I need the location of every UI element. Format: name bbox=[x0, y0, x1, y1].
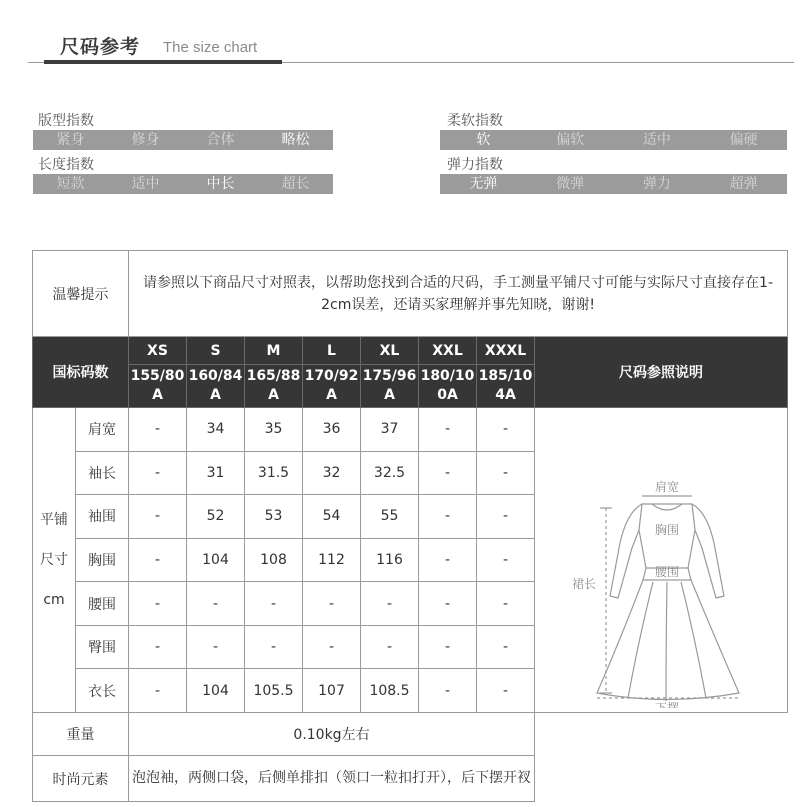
softness-index-bar bbox=[440, 130, 787, 150]
length-index-bar bbox=[33, 174, 333, 194]
page-subtitle: The size chart bbox=[163, 39, 258, 56]
measure-value: - bbox=[477, 408, 535, 452]
size-code: 180/10 0A bbox=[419, 365, 477, 408]
chest-text: 胸围 bbox=[654, 523, 680, 537]
measure-value: - bbox=[187, 625, 245, 669]
measure-value: 104 bbox=[187, 669, 245, 713]
measure-value: 108 bbox=[245, 538, 303, 582]
right-sleeve-outline bbox=[692, 504, 724, 598]
size-code: 165/88 A bbox=[245, 365, 303, 408]
measure-value: 52 bbox=[187, 495, 245, 539]
measure-value: - bbox=[303, 582, 361, 626]
softness-index-label: 柔软指数 bbox=[447, 113, 503, 129]
fashion-label: 时尚元素 bbox=[33, 756, 129, 802]
measure-value: - bbox=[419, 625, 477, 669]
skirt-pleat bbox=[666, 582, 667, 701]
measure-value: - bbox=[361, 625, 419, 669]
elasticity-option-selected: 无弹 bbox=[469, 176, 498, 192]
measure-value: 112 bbox=[303, 538, 361, 582]
measure-value: 37 bbox=[361, 408, 419, 452]
measure-value: - bbox=[477, 669, 535, 713]
measure-value: - bbox=[477, 451, 535, 495]
measure-value: - bbox=[419, 538, 477, 582]
measure-value: - bbox=[419, 582, 477, 626]
fashion-value: 泡泡袖，两侧口袋，后侧单排扣（领口一粒扣打开），后下摆开衩 bbox=[129, 756, 535, 802]
size-table bbox=[32, 250, 788, 802]
measure-value: 34 bbox=[187, 408, 245, 452]
measure-value: - bbox=[303, 625, 361, 669]
measure-value: - bbox=[187, 582, 245, 626]
measure-value: 116 bbox=[361, 538, 419, 582]
measure-value: - bbox=[245, 625, 303, 669]
size-code: 185/10 4A bbox=[477, 365, 535, 408]
measure-value: - bbox=[129, 451, 187, 495]
measure-label: 腰围 bbox=[76, 582, 129, 626]
elasticity-option: 微弹 bbox=[556, 176, 585, 192]
measure-label: 袖长 bbox=[76, 451, 129, 495]
size-name: XXXL bbox=[477, 337, 535, 365]
measure-value: 104 bbox=[187, 538, 245, 582]
measure-value: - bbox=[477, 582, 535, 626]
measure-label: 臀围 bbox=[76, 625, 129, 669]
fit-option: 合体 bbox=[206, 132, 235, 148]
fit-option-selected: 略松 bbox=[281, 132, 310, 148]
fit-option: 修身 bbox=[131, 132, 160, 148]
fit-index-label: 版型指数 bbox=[38, 113, 94, 129]
size-code: 160/84 A bbox=[187, 365, 245, 408]
empty-cell bbox=[535, 756, 788, 802]
size-name: M bbox=[245, 337, 303, 365]
measure-value: 108.5 bbox=[361, 669, 419, 713]
measure-value: - bbox=[129, 408, 187, 452]
measure-value: - bbox=[419, 669, 477, 713]
size-code: 170/92 A bbox=[303, 365, 361, 408]
length-option: 适中 bbox=[131, 176, 160, 192]
size-code: 155/80 A bbox=[129, 365, 187, 408]
collar-outline bbox=[652, 504, 682, 510]
measure-value: 54 bbox=[303, 495, 361, 539]
measure-value: - bbox=[477, 538, 535, 582]
elasticity-index-label: 弹力指数 bbox=[447, 157, 503, 173]
measure-value: 105.5 bbox=[245, 669, 303, 713]
measure-value: 31 bbox=[187, 451, 245, 495]
size-name: L bbox=[303, 337, 361, 365]
weight-label: 重量 bbox=[33, 713, 129, 756]
fit-index-bar bbox=[33, 130, 333, 150]
dress-diagram-cell bbox=[535, 408, 788, 713]
measure-value: 35 bbox=[245, 408, 303, 452]
hint-text: 请参照以下商品尺寸对照表，以帮助您找到合适的尺码，手工测量平铺尺寸可能与实际尺寸直接存在1-2cm误差，还请买家理解并事先知晓，谢谢! bbox=[129, 251, 788, 337]
skirt-pleat bbox=[681, 582, 706, 698]
size-code-label: 国标码数 bbox=[33, 337, 129, 408]
measure-label: 袖围 bbox=[76, 495, 129, 539]
softness-option: 适中 bbox=[642, 132, 671, 148]
measure-value: - bbox=[419, 495, 477, 539]
size-name: XS bbox=[129, 337, 187, 365]
measure-value: - bbox=[419, 408, 477, 452]
elasticity-option: 弹力 bbox=[642, 176, 671, 192]
measure-value: 55 bbox=[361, 495, 419, 539]
measure-label: 胸围 bbox=[76, 538, 129, 582]
softness-option-selected: 软 bbox=[476, 132, 491, 148]
fit-option: 紧身 bbox=[56, 132, 85, 148]
size-guide-label: 尺码参照说明 bbox=[535, 337, 788, 408]
measure-value: 107 bbox=[303, 669, 361, 713]
measure-label: 衣长 bbox=[76, 669, 129, 713]
measure-value: - bbox=[361, 582, 419, 626]
left-sleeve-outline bbox=[610, 504, 642, 598]
dress-diagram bbox=[535, 408, 788, 708]
page-title: 尺码参考 bbox=[60, 36, 141, 58]
measure-value: - bbox=[129, 669, 187, 713]
measure-value: - bbox=[245, 582, 303, 626]
length-option: 短款 bbox=[56, 176, 85, 192]
weight-value: 0.10kg左右 bbox=[129, 713, 535, 756]
elasticity-index-bar bbox=[440, 174, 787, 194]
shoulder-text: 肩宽 bbox=[654, 480, 680, 494]
measure-value: - bbox=[129, 582, 187, 626]
waist-text: 腰围 bbox=[654, 565, 680, 579]
measure-value: 32.5 bbox=[361, 451, 419, 495]
size-name: XXL bbox=[419, 337, 477, 365]
hem-text: 下摆 bbox=[654, 701, 680, 708]
measure-value: 32 bbox=[303, 451, 361, 495]
measure-value: - bbox=[477, 495, 535, 539]
length-option: 超长 bbox=[281, 176, 310, 192]
measure-value: 53 bbox=[245, 495, 303, 539]
elasticity-option: 超弹 bbox=[729, 176, 758, 192]
length-index-label: 长度指数 bbox=[38, 157, 94, 173]
measure-value: 31.5 bbox=[245, 451, 303, 495]
hint-label: 温馨提示 bbox=[33, 251, 129, 337]
measure-value: - bbox=[129, 495, 187, 539]
measure-value: - bbox=[129, 538, 187, 582]
measure-value: - bbox=[419, 451, 477, 495]
measure-value: 36 bbox=[303, 408, 361, 452]
size-name: XL bbox=[361, 337, 419, 365]
measure-value: - bbox=[129, 625, 187, 669]
header-underline bbox=[44, 60, 282, 64]
softness-option: 偏硬 bbox=[729, 132, 758, 148]
skirt-pleat bbox=[628, 582, 653, 698]
measure-value: - bbox=[477, 625, 535, 669]
length-text: 裙长 bbox=[571, 577, 597, 591]
softness-option: 偏软 bbox=[556, 132, 585, 148]
measure-label: 肩宽 bbox=[76, 408, 129, 452]
size-name: S bbox=[187, 337, 245, 365]
flat-measure-label: 平铺 尺寸 cm bbox=[33, 408, 76, 713]
empty-cell bbox=[535, 713, 788, 756]
size-code: 175/96 A bbox=[361, 365, 419, 408]
length-option-selected: 中长 bbox=[206, 176, 235, 192]
